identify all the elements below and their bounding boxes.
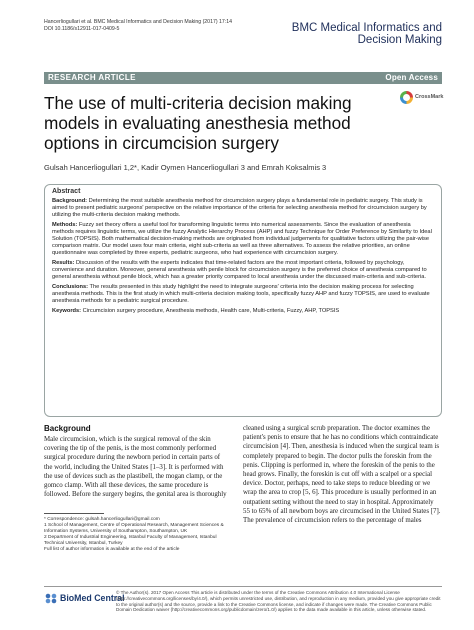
citation-line: Hancerliogullari et al. BMC Medical Informatics and Decision Making (2017) 17:14 bbox=[44, 19, 232, 25]
journal-name bbox=[292, 22, 442, 46]
body-paragraph: cleaned using a surgical scrub preparation. The doctor examines the patient's penis to ensure that he has no conditions which contraindicate circumcision [4]. Then, anesthesia is induced when the surgical team is completely prepared to begin. The doctor pulls the foreskin from the penis. Clipping is performed in, where the foreskin of the penis to the head grows. Finally, the foreskin is cut off with a scalpel or a special device. Doctor, perhaps, need to take steps to reduce bleeding or we wrap the area to crop [5, 6]. This procedure is usually performed in an outpatient setting without the need to stay in hospital. Approximately 55 to 65% of all newborn boys are circumcised in the United States [7]. The prevalence of circumcision refers to the percentage of males bbox=[243, 425, 441, 525]
article-type-banner bbox=[44, 72, 442, 84]
section-text: The results presented in this study highlight the need to integrate surgeons' criteria into the decision making process for selecting anesthesia methods. This is the first study in which multi-criteria decision making tools, specifically fuzzy AHP and fuzzy TOPSIS, are used to evaluate anesthesia methods for a pediatric surgical procedure. bbox=[52, 284, 430, 304]
abstract-box bbox=[44, 184, 442, 417]
left-column bbox=[44, 424, 230, 499]
title-line: The use of multi-criteria decision making bbox=[44, 93, 352, 113]
crossmark-icon bbox=[400, 91, 413, 104]
article-title bbox=[44, 93, 374, 153]
section-text: Circumcision surgery procedure, Anesthesia methods, Health care, Multi-criteria, Fuzzy, AHP, TOPSIS bbox=[81, 308, 340, 314]
section-text: Fuzzy set theory offers a useful tool for transforming linguistic terms into numerical assessments. Since the evaluation of anesthesia methods requires linguistic terms, we utilize the fuzzy Analytic Hierarchy Process (AHP) and fuzzy Technique for Order Preference by Similarity to Ideal Solution (TOPSIS). Both mathematical decision-making methods are originated from individual judgements for qualitative factors utilizing the pair-wise comparison matrix. Our model uses four main criteria, eight sub-criteria as well as three alternatives. To assess the relative priorities, an online questionnaire was completed by three experts, pediatric surgeons, who had experience with circumcision surgery. bbox=[52, 222, 432, 256]
section-label: Methods: bbox=[52, 222, 78, 228]
article-type-label: RESEARCH ARTICLE bbox=[48, 73, 136, 82]
journal-name-line1: BMC Medical Informatics and bbox=[291, 22, 442, 34]
section-label: Keywords: bbox=[52, 308, 82, 314]
citation-block bbox=[44, 19, 232, 33]
open-access-label: Open Access bbox=[385, 73, 438, 82]
doi-line: DOI 10.1186/s12911-017-0409-5 bbox=[44, 26, 120, 32]
crossmark-label: CrossMark bbox=[415, 94, 444, 100]
biomed-logo-icon bbox=[44, 592, 58, 604]
title-line: options in circumcision surgery bbox=[44, 133, 279, 153]
biomed-central-logo[interactable] bbox=[44, 592, 125, 604]
section-label: Conclusions: bbox=[52, 284, 89, 290]
affiliation-note: 2 Department of Industrial Engineering, Istanbul Faculty of Management, Istanbul Technical University, Istanbul, Turkey bbox=[44, 535, 217, 546]
footnotes bbox=[44, 517, 230, 553]
section-heading: Background bbox=[44, 424, 91, 433]
abstract-conclusions bbox=[52, 284, 434, 305]
section-label: Results: bbox=[52, 260, 75, 266]
abstract-heading: Abstract bbox=[52, 188, 81, 195]
abstract-keywords bbox=[52, 308, 434, 315]
section-text: Determining the most suitable anesthesia method for circumcision surgery plays a fundamental role in pediatric surgery. This study is aimed to present pediatric surgeons' perspective on the relative importance of the criteria for selecting anesthesia method for circumcision surgery by utilizing the multi-criteria decision making methods. bbox=[52, 198, 427, 218]
author-info-note: Full list of author information is available at the end of the article bbox=[44, 547, 180, 552]
license-text: © The Author(s). 2017 Open Access This article is distributed under the terms of the Creative Commons Attribution 4.0 International License (http://creativecommons.org/licenses/by/4.0/), which permits unrestricted use, distribution, and reproduction in any medium, provided you give appropriate credit to the original author(s) and the source, provide a link to the Creative Commons license, and indicate if changes were made. The Creative Commons Public Domain Dedication waiver (http://creativecommons.org/publicdomain/zero/1.0/) applies to the data made available in this article, unless otherwise stated. bbox=[116, 590, 441, 613]
correspondence-note: * Correspondence: gulsah.hancerliogullari@gmail.com bbox=[44, 517, 160, 522]
author-list: Gulsah Hancerliogullari 1,2*, Kadir Oymen Hancerliogullari 3 and Emrah Koksalmis 3 bbox=[44, 163, 327, 172]
journal-name-line2: Decision Making bbox=[357, 34, 442, 46]
footnote-divider bbox=[44, 513, 104, 514]
abstract-background bbox=[52, 198, 434, 219]
section-label: Background: bbox=[52, 198, 88, 204]
affiliation-note: 1 School of Management, Centre of Operational Research, Management Sciences & Information Systems, University of Southampton, Southampton, UK bbox=[44, 523, 224, 534]
right-column bbox=[243, 424, 442, 525]
logo-text: BioMed Central bbox=[60, 593, 125, 603]
section-text: Discussion of the results with the experts indicates that time-related factors are the most important criteria, followed by psychology, convenience and duration. Moreover, general anesthesia with penile block for circumcision surgery is the preferred choice of anesthesia compared to general anesthesia without penile block, which has a greater priority compared to local anesthesia under the discussed main-criteria and sub-criteria. bbox=[52, 260, 427, 280]
footer-divider bbox=[44, 586, 442, 587]
abstract-methods bbox=[52, 222, 434, 257]
body-paragraph: Male circumcision, which is the surgical removal of the skin covering the tip of the penis, is the most commonly performed surgical procedure during the newborn period in certain parts of the world, including the United States [1–3]. It is performed with the use of devices such as the plastibell, the mogan clamp, or the gomco clamp. With all these devices, the same procedure is followed. Before the surgery begins, the genital area is thoroughly bbox=[44, 436, 227, 499]
title-line: models in evaluating anesthesia method bbox=[44, 113, 351, 133]
crossmark-badge[interactable] bbox=[400, 91, 444, 105]
abstract-results bbox=[52, 260, 434, 281]
